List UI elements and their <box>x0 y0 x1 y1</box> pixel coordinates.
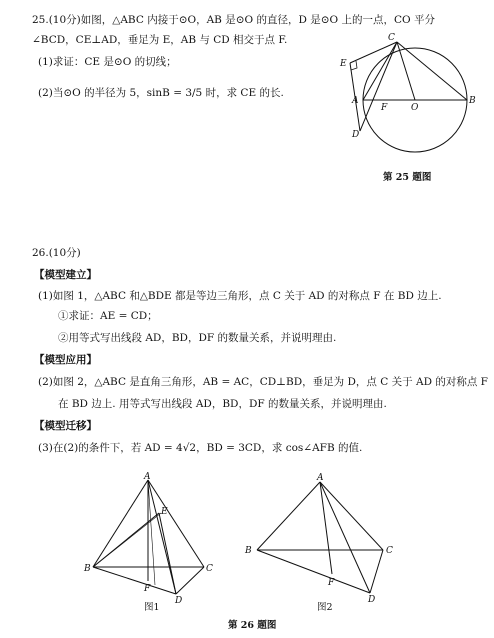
label-C: C <box>388 33 395 43</box>
figure-26-2 <box>240 470 395 605</box>
q26-section3: 【模型迁移】 <box>34 420 97 432</box>
q26-title: 26.(10分) <box>32 247 81 259</box>
q26-p1b: ②用等式写出线段 AD，BD，DF 的数量关系，并说明理由. <box>58 332 337 344</box>
fig2-caption: 图2 <box>317 602 333 613</box>
fig1-caption: 图1 <box>144 602 160 613</box>
q25-line1: 25.(10分)如图，△ABC 内接于⊙O，AB 是⊙O 的直径，D 是⊙O 上的一点，CO 平分 <box>32 14 435 26</box>
fig2-label-B: B <box>245 546 252 556</box>
fig2-label-D: D <box>368 595 376 605</box>
q25-caption: 第 25 题图 <box>383 172 432 183</box>
label-E: E <box>340 59 347 69</box>
fig1-label-F: F <box>144 584 151 594</box>
fig2-label-A: A <box>317 473 324 483</box>
label-D: D <box>352 130 360 140</box>
label-F: F <box>381 103 388 113</box>
fig1-label-A: A <box>144 472 151 482</box>
q26-p3: (3)在(2)的条件下，若 AD = 4√2，BD = 3CD，求 cos∠AFB 的值. <box>38 442 363 454</box>
q26-section1: 【模型建立】 <box>34 269 97 281</box>
fig1-label-D: D <box>175 596 183 605</box>
fig1-label-B: B <box>84 564 91 574</box>
q26-section2: 【模型应用】 <box>34 354 97 366</box>
fig1-label-C: C <box>206 564 213 574</box>
q26-caption: 第 26 题图 <box>228 620 277 631</box>
figure-26-1 <box>82 470 222 605</box>
q25-line4: (2)当⊙O 的半径为 5，sinB = 3/5 时，求 CE 的长. <box>38 87 284 99</box>
fig2-label-F: F <box>328 578 335 588</box>
q25-line2: ∠BCD，CE⊥AD，垂足为 E，AB 与 CD 相交于点 F. <box>32 34 288 46</box>
label-O: O <box>411 103 419 113</box>
q26-p1: (1)如图 1，△ABC 和△BDE 都是等边三角形，点 C 关于 AD 的对称点 F 在 BD 边上. <box>38 290 442 302</box>
q26-p1a: ①求证：AE = CD； <box>58 310 158 322</box>
label-A: A <box>352 96 359 106</box>
label-B: B <box>469 96 476 106</box>
q26-p2b: 在 BD 边上. 用等式写出线段 AD，BD，DF 的数量关系，并说明理由. <box>58 398 387 410</box>
q26-p2a: (2)如图 2，△ABC 是直角三角形，AB = AC，CD⊥BD，垂足为 D，点 C 关于 AD 的对称点 F <box>38 376 488 388</box>
q25-line3: (1)求证：CE 是⊙O 的切线； <box>38 56 177 68</box>
figure-25 <box>330 30 480 170</box>
fig2-label-C: C <box>386 546 393 556</box>
fig1-label-E: E <box>161 507 168 517</box>
